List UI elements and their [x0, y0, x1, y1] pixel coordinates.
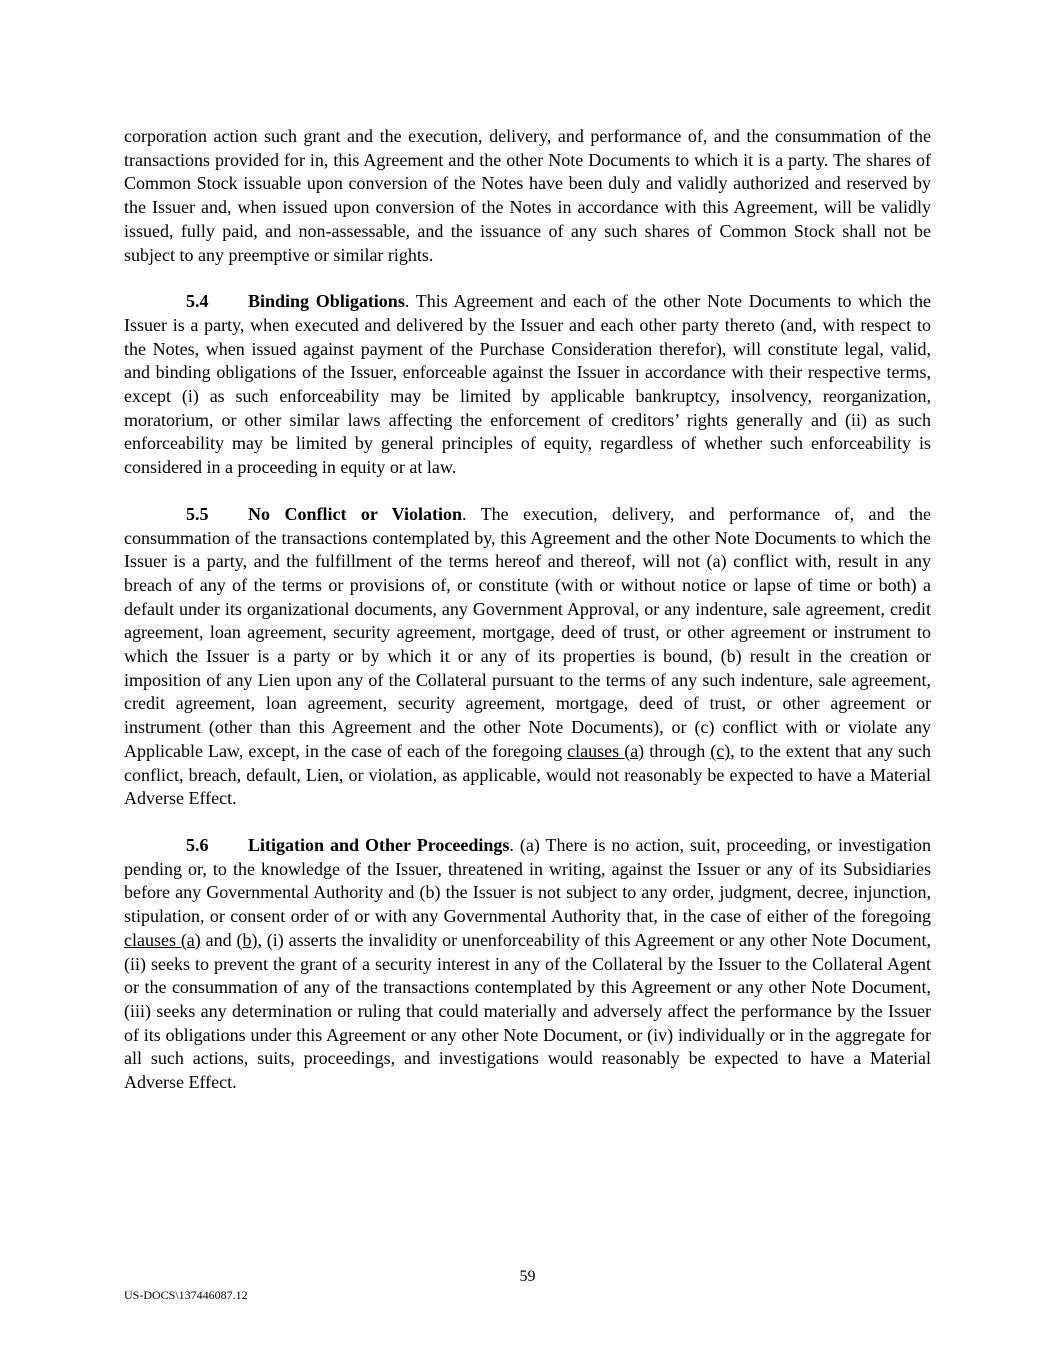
section-5-6 — [124, 834, 931, 1095]
section-heading: No Conflict or Violation — [248, 503, 463, 524]
section-text: . The execution, delivery, and performance of, and the consummation of the transactions contemplated by, this Agreement and the other Note Documents to which the Issuer is a party, and the fulfillment of the terms hereof and thereof, will not (a) conflict with, result in any breach of any of the terms or provisions of, or constitute (with or without notice or lapse of time or both) a default under its organizational documents, any Government Approval, or any indenture, sale agreement, credit agreement, loan agreement, security agreement, mortgage, deed of trust, or other agreement or instrument to which the Issuer is a party or by which it or any of its properties is bound, (b) result in the creation or imposition of any Lien upon any of the Collateral pursuant to the terms of any such indenture, sale agreement, credit agreement, loan agreement, security agreement, mortgage, deed of trust, or other agreement or instrument (other than this Agreement and the other Note Documents), or (c) conflict with or violate any Applicable Law, except, in the case of each of the foregoing — [124, 503, 931, 761]
clause-reference: (b) — [236, 929, 258, 950]
clause-reference: clauses (a) — [124, 929, 201, 950]
section-text: and — [200, 929, 237, 950]
section-number: 5.4 — [186, 291, 209, 312]
section-5-5 — [124, 503, 931, 811]
page-number: 59 — [519, 1268, 536, 1285]
intro-paragraph: corporation action such grant and the execution, delivery, and performance of, and the consummation of the transactions provided for in, this Agreement and the other Note Documents to which it is a party. The shares of Common Stock issuable upon conversion of the Notes have been duly and validly authorized and reserved by the Issuer and, when issued upon conversion of the Notes in accordance with this Agreement, will be validly issued, fully paid, and non-assessable, and the issuance of any such shares of Common Stock shall not be subject to any preemptive or similar rights. — [124, 126, 931, 265]
section-heading: Binding Obligations — [248, 291, 405, 312]
section-text: . (a) There is no action, suit, proceeding, or investigation pending or, to the knowledge of the Issuer, threatened in writing, against the Issuer or any of its Subsidiaries before any Governmental Authority and (b) the Issuer is not subject to any order, judgment, decree, injunction, stipulation, or consent order of or with any Governmental Authority that, in the case of either of the foregoing — [124, 834, 932, 927]
section-text: , to the extent that any such conflict, breach, default, Lien, or violation, as applicable, would not reasonably be expected to have a Material Adverse Effect. — [124, 740, 931, 809]
section-heading: Litigation and Other Proceedings — [248, 834, 510, 855]
section-number: 5.5 — [186, 503, 209, 524]
document-id: US-DOCS\137446087.12 — [124, 1288, 248, 1302]
section-text: . This Agreement and each of the other Note Documents to which the Issuer is a party, when executed and delivered by the Issuer and each other party thereto (and, with respect to the Notes, when issued against payment of the Purchase Consideration therefor), will constitute legal, valid, and binding obligations of the Issuer, enforceable against the Issuer in accordance with their respective terms, except (i) as such enforceability may be limited by applicable bankruptcy, insolvency, reorganization, moratorium, or other similar laws affecting the enforcement of creditors’ rights generally and (ii) as such enforceability may be limited by general principles of equity, regardless of whether such enforceability is considered in a proceeding in equity or at law. — [124, 291, 931, 478]
section-number: 5.6 — [186, 834, 209, 855]
section-text: , (i) asserts the invalidity or unenforceability of this Agreement or any other Note Document, (ii) seeks to prevent the grant of a security interest in any of the Collateral by the Issuer to the Collateral Agent or the consummation of any of the transactions contemplated by this Agreement or any other Note Document, (iii) seeks any determination or ruling that could materially and adversely affect the performance by the Issuer of its obligations under this Agreement or any other Note Document, or (iv) individually or in the aggregate for all such actions, suits, proceedings, and investigations would reasonably be expected to have a Material Adverse Effect. — [124, 929, 931, 1093]
section-5-4 — [124, 290, 931, 480]
clause-reference: clauses (a) — [567, 740, 645, 761]
clause-reference: (c) — [710, 740, 731, 761]
section-text: through — [644, 740, 711, 761]
document-body — [124, 125, 931, 1118]
